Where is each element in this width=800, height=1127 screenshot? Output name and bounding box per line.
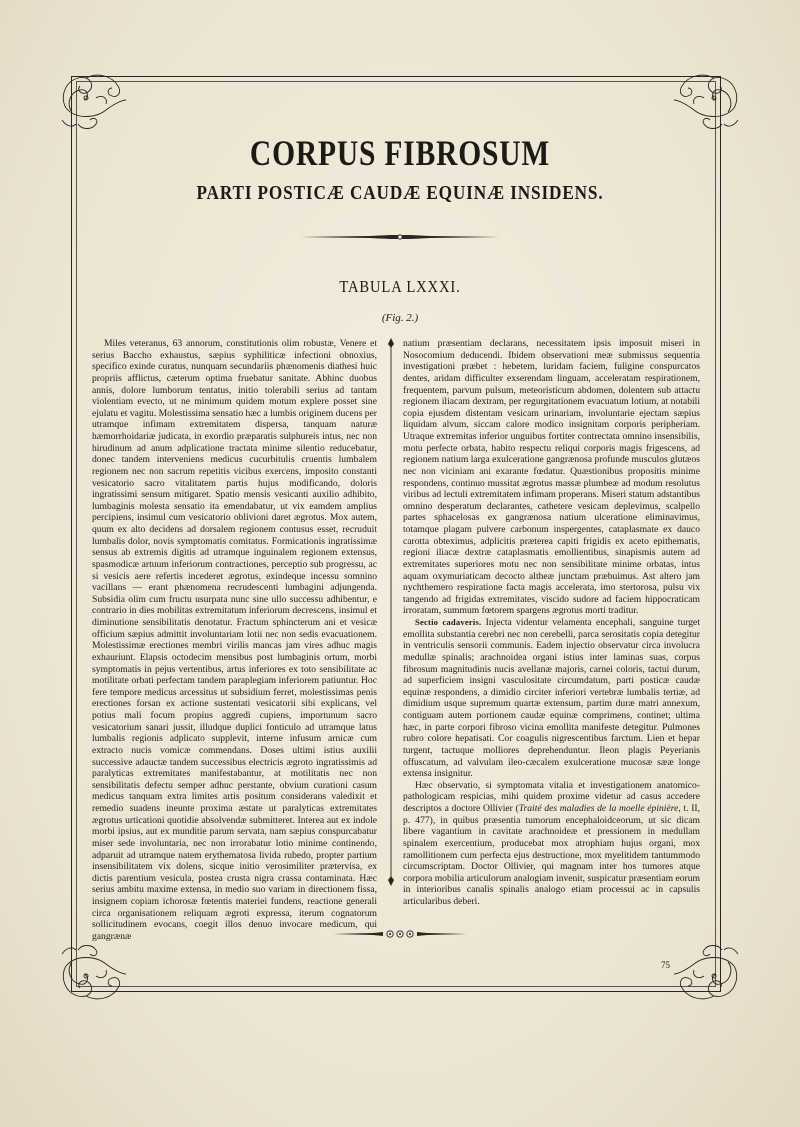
bottom-rule-ornament xyxy=(333,928,467,940)
plate-heading: TABULA LXXXI. xyxy=(339,277,461,296)
paragraph xyxy=(403,780,700,908)
corner-flourish-ornament xyxy=(674,940,744,1006)
corner-flourish-ornament xyxy=(674,68,744,134)
title-rule-ornament xyxy=(300,232,500,242)
text-column-right xyxy=(403,338,700,908)
figure-reference: (Fig. 2.) xyxy=(381,312,419,324)
section-label: Sectio cadaveris. xyxy=(415,617,482,627)
paragraph: natium præsentiam declarans, necessitatem ipsis imposuit miseri in Nosocomium deducendi. Ibidem observationi meæ submissus sequentia investigationi præbet : hebetem, luridam faciem, fuligine conspurcatos dentes, aridam difficulter exserendam linguam, acceleratam respirationem, frequentem, parvum pulsum, meteoristicum abdomen, dolentem sub attactu regionem iliacam dextram, per regurgitationem evacuatum lotium, at notabili copia ejusdem distentam vesicam urinariam, involuntarie ejectam sæpius liquidam alvum, siccam calore modico insignitam corporis peripheriam. Utraque extremitas inferior unguibus fortiter contrectata omnino insensibilis, motu perfecte orbata, habito respectu reliqui corporis magis frigescens, ad regionem natium larga exulceratione gangrænosa profunde musculos glutæos nec non viciniam ani exarante fœdatur. Quæstionibus propositis minime respondens, continuo mussitat ægrotus massæ plumbeæ ad modum resolutus viribus ad lectuli extremitatem infimam properans. Miseri statum adstantibus omnino desperatum declarantes, cathetere vesicam deplevimus, scalpello partes sphacelosas ex gangrænosa natium ulceratione eliminavimus, totamque plagam pulvere carbonum inspergentes, cataplasmate ex dauco carotta obteximus, adplicitis præterea capiti frigidis ex aceto epithematis, regioni iliacæ dextræ cataplasmatis emollientibus, sinapismis autem ad extremitates superiores motu nec non sensibilitate minime orbatas, intus aquam oxymuriaticam decocto altheæ junctam præbuimus. Ast altero jam nychthemero respiratione facta magis accelerata, imo stertorosa, pulsu vix tangendo ad frigidas extremitates, viscido sudore ad faciem hippocraticam irroratam, summum fœtorem spargens ægrotus morti traditur. xyxy=(403,338,700,617)
citation-title: Traité des maladies de la moelle épinière xyxy=(518,803,679,814)
column-divider-ornament xyxy=(386,338,396,886)
page-title: CORPUS FIBROSUM xyxy=(249,133,551,173)
corner-flourish-ornament xyxy=(56,940,126,1006)
paragraph-text: Hæc observatio, si symptomata vitalia et investigationem anatomico-pathologicam respicias, mihi quidem proxime videtur ad casus accedere descriptos a doctore Ollivier ( xyxy=(403,779,700,814)
paragraph: Miles veteranus, 63 annorum, constitutionis olim robustæ, Venere et serius Baccho exhaustus, sæpius syphiliticæ infectioni obnoxius, specifico exinde curatus, nunquam secundariis phænomenis diathesi huic propriis afflictus, cæterum optima fruebatur sanitate. Abhinc duobus annis, dolore lumborum tentatus, initio tolerabili serius ad tantam violentiam evecto, ut ne minimum quidem motum explere posset sine ejulatu et vagitu. Molestissima sensatio hæc a lumbis originem ducens per utramque infimam extremitatem dispersa, tanquam naturæ hæmorrhoidariæ judicata, in exordio præparatis sulphureis intus, nec non hirudinum ad anum adplicatione tractata minime silentio reducebatur, donec tandem interveniens medicus cucurbitulis cruentis lumbalem regionem nec non sacrum repetitis vicibus exercens, imposito constanti vesicatorio sacro vitalitatem partis hujus modificando, doloris ingratissimi sensum mitigaret. Spatio mensis vesicanti auxilio adhibito, lumbaginis molesta sensatio ita emendabatur, ut vix eamdem amplius percipiens, insimul cum vesicatorio oblivioni daret ægrotus. Mox autem, quum ex alto decidens ad dorsalem regionem contusus esset, recruduit lumbalis dolor, novis symptomatis comitatus. Formicationis ingratissimæ sensus ab extremis digitis ad utramque inguinalem regionem extensus, spasmodicæ artuum inferiorum contractiones, perceptio sub progressu, ac si vesicis aere refertis incederet ægrotus, exindeque incessu somnino vacillans — erant phænomena recrudescenti lumbagini adjungenda. Subsidia olim cum fructu usurpata nunc sine ullo successu adhibentur, e contrario in dies mobilitas extremitatum inferiorum decrescens, insimul et diminutione sensibilitatis denotatur. Fractum sphincterum ani et vesicæ officium sæpius admittit involuntariam lotii nec non sedis evacuationem. Molestissimæ erectiones membri virilis mancas jam vires adhuc magis exhauriunt. Elapsis octodecim mensibus post lumbaginis ortum, morbi symptomatis in pejus vertentibus, artus inferiores ex toto sensibilitate ac motilitate orbati perfectam tandem paraplegiam inferiorem patiuntur. Hoc fere tempore medicus arcessitus ut subsidium ferret, molestissimas penis erectiones forsan ex actione sustentati vesicatorii sibi explicans, vel potius mali focum propius aggredi cupiens, importunum sacro vesicatorium sanari jussit, illudque duplici fonticulo ad utramque latus lumbalis regionis adplicato supplevit, interne infusum arnicæ cum extracto nucis vomicæ commendans. Doses ultimi istius auxilii successive adauctæ tandem successibus electricis ægroto ingratissimis ad paralyticas extremitates manifestabantur, at motilitatis nec non sensibilitatis defectu semper adhuc perstante, obvium curationi casum medicus tanquam extra limites artis positum considerans valedixit et remedio suadens ineunte proxima æstate ut paralyticas extremitates ægrotus urticationi quotidie absolvendæ submitteret. Interea aut ex indole morbi ipsius, aut ex munditie parum servata, nam sæpius conspurcabatur miser sede involuntaria, nec non irrorabatur lotio minime continendo, adparuit ad utramque natem erythematosa livida rubedo, propter partium insensibilitatem vix dolens, sicque initio verosimiliter prætervisa, ex dictis parentium vesicula, postea crusta nigra crassa contaminata. Hæc serius ambitu maxime extensa, in medio suo variam in directionem fissa, insignem copiam ichorosæ fœtentis materiei fundens, reactione generali circa organisationem reliquam ægroti expressa, iterum cognatorum sollicitudinem evocans, coegit illos denuo invocare medicum, qui gangrænæ xyxy=(92,338,377,942)
paragraph xyxy=(403,617,700,780)
text-column-left xyxy=(92,338,377,943)
page-subtitle: PARTI POSTICÆ CAUDÆ EQUINÆ INSIDENS. xyxy=(196,182,604,204)
corner-flourish-ornament xyxy=(56,68,126,134)
paragraph-text: Injecta videntur velamenta encephali, sanguine turget emollita substantia cerebri nec non cerebelli, parca serositatis copia detegitur in ventriculis sensorii communis. Eadem injectio observatur circa involucra medullæ spinalis; arachnoidea organi istius inter laminas suas, corpus fibrosum magnitudinis nucis avellanæ majoris, carnei coloris, tactui durum, ad superficiem insigni vasculositate circumdatum, parti posticæ caudæ equinæ respondens, a dimidio circiter inferiori vertebræ lumbalis tertiæ, ad dimidium usque supremum quartæ extensum, partim duræ matri annexum, contiguam autem portionem caudæ equinæ comprimens, continet; ultima hæc, in parte corpori fibroso vicina emollita manifeste detegitur. Pulmones rubro colore hepatisati. Cor coagulis nigrescentibus farctum. Lien et hepar turgent, tactuque molliores deprehenduntur. Ileon plagis Peyerianis offuscatum, ad valvulam ileo-cæcalem exulceratione mucosæ sææ longe extensa insignitur. xyxy=(403,617,700,780)
page-number: 75 xyxy=(661,960,670,970)
paragraph-text: , t. II, p. 477), in quibus præsentia tumorum encephaloidceorum, ut sic dicam libere vagantium in cavitate arachnoideæ et pressionem in medullam spinalem exercentium, producebat mox atrophiam hujus organi, mox ramollitionem cum perfecta ejus destructione, mox myelitidem tantummodo circumscriptam. Doctor Ollivier, qui magnam inter hos tumores atque corpora mobilia articulorum analogiam invenit, suspicatur præsentiam eorum in interioribus canalis spinalis analogo etiam processui ac in capsulis articularibus deberi. xyxy=(403,803,700,907)
